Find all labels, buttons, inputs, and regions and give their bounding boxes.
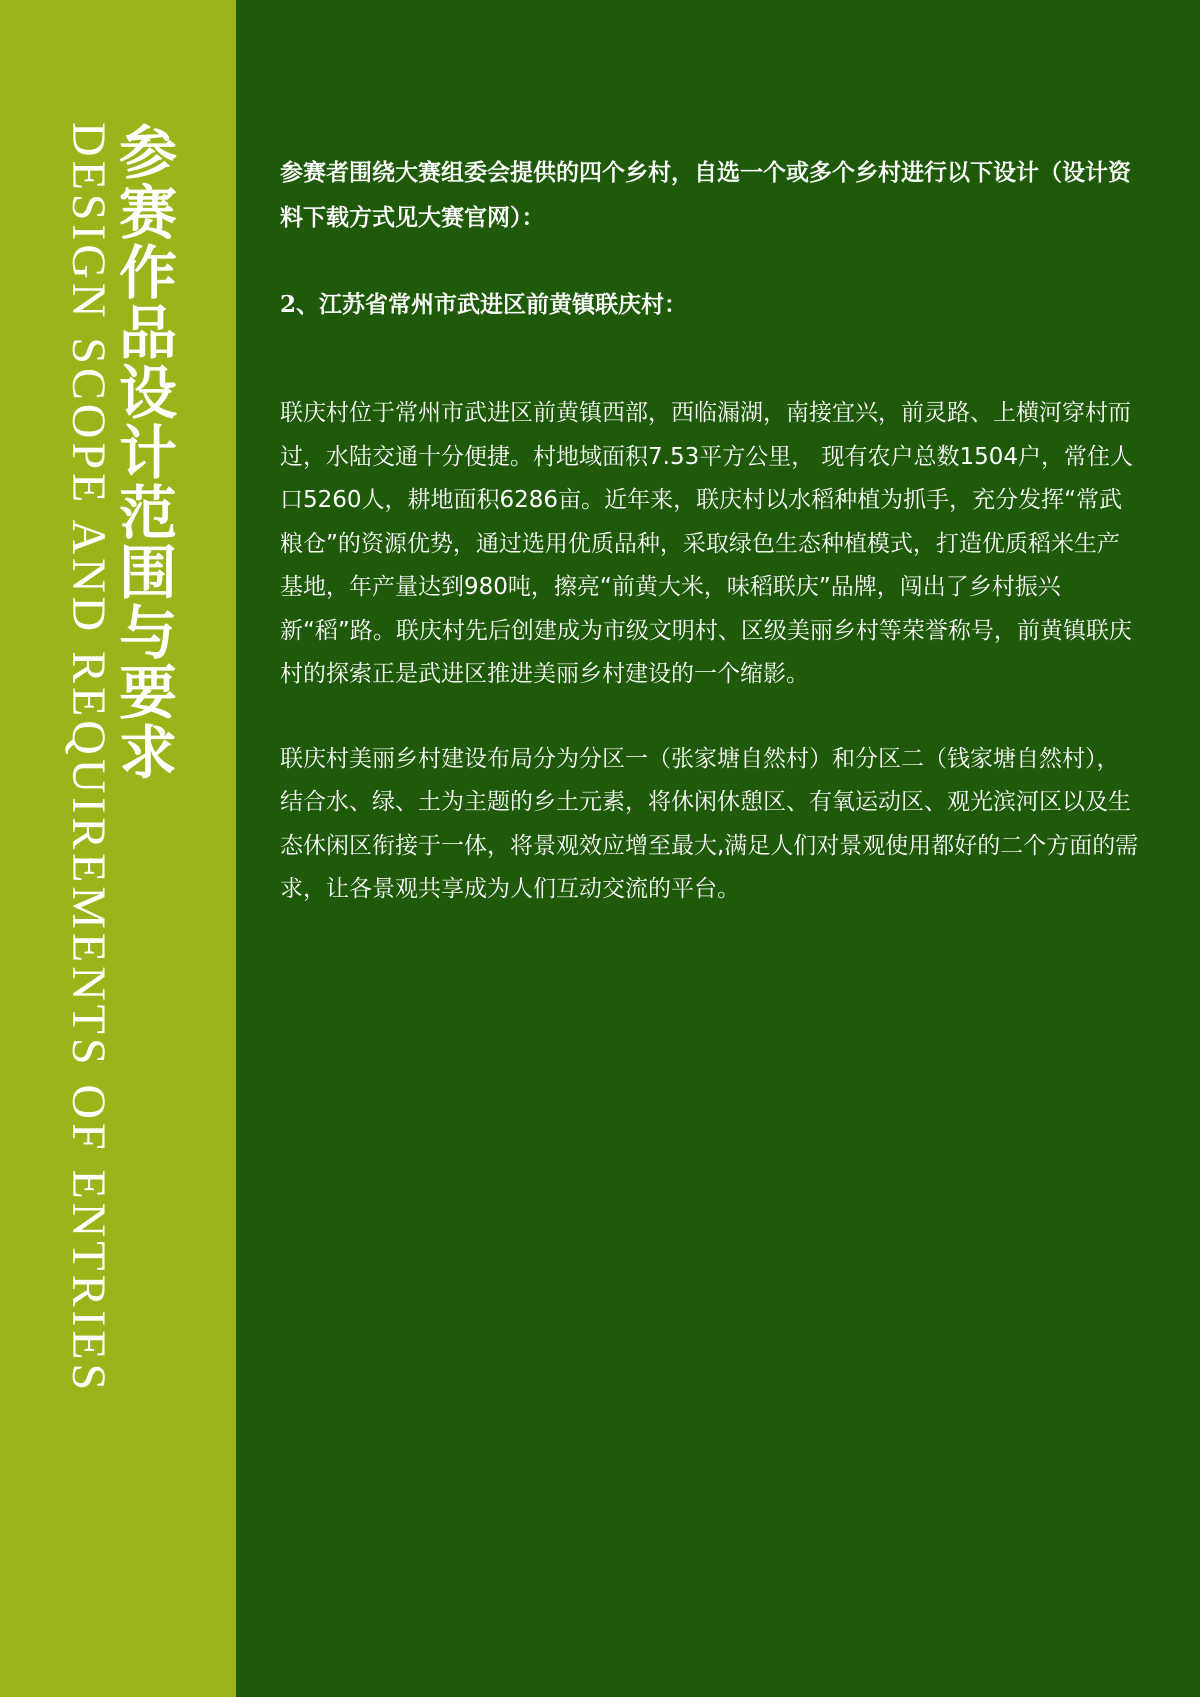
section-title-chinese: 参赛作品设计范围与要求 bbox=[109, 122, 177, 782]
intro-text: 参赛者围绕大赛组委会提供的四个乡村，自选一个或多个乡村进行以下设计（设计资料下载方式见大赛官网）： bbox=[280, 159, 1131, 231]
layout-description-paragraph: 联庆村美丽乡村建设布局分为分区一（张家塘自然村）和分区二（钱家塘自然村），结合水、绿、土为主题的乡土元素，将休闲休憩区、有氧运动区、观光滨河区以及生态休闲区衔接于一体，将景观效应增至最大,满足人们对景观使用都好的二个方面的需求，让各景观共享成为人们互动交流的平台。 bbox=[280, 745, 1139, 902]
sidebar-panel bbox=[0, 0, 236, 1697]
main-content bbox=[280, 150, 1140, 912]
village-description-paragraph: 联庆村位于常州市武进区前黄镇西部，西临漏湖，南接宜兴，前灵路、上横河穿村而过，水陆交通十分便捷。村地域面积7.53平方公里， 现有农户总数1504户，常住人口5260人，耕地面积6286亩。近年来，联庆村以水稻种植为抓手，充分发挥“常武粮仓”的资源优势，通过选用优质品种，采取绿色生态种植模式，打造优质稻米生产基地，年产量达到980吨，擦亮“前黄大米，味稻联庆”品牌，闯出了乡村振兴新“稻”路。联庆村先后创建成为市级文明村、区级美丽乡村等荣誉称号，前黄镇联庆村的探索正是武进区推进美丽乡村建设的一个缩影。 bbox=[280, 400, 1134, 687]
section-title-english: DESIGN SCOPE AND REQUIREMENTS OF ENTRIES bbox=[62, 122, 115, 1395]
village-heading: 2、江苏省常州市武进区前黄镇联庆村： bbox=[280, 291, 688, 318]
